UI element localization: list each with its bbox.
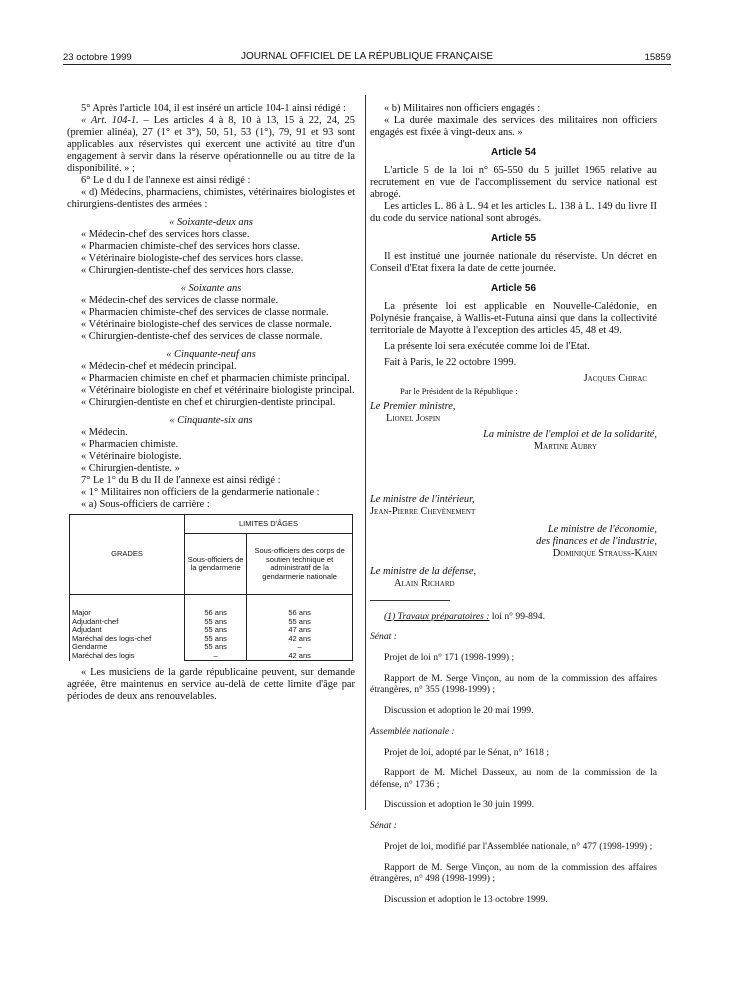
minister-title: Le ministre de l'économie, [547,524,657,535]
footnote-line: Rapport de M. Serge Vinçon, au nom de la commission des affaires étrangères, n° 498 (1998-1999) ; [370,861,657,884]
article-ref: « Art. 104-1. – [81,115,149,126]
minister-title: Le ministre de l'intérieur, [370,494,475,505]
signature-president: Jacques Chirac [583,373,647,384]
list-item: « Médecin-chef des services hors classe. [81,229,250,240]
section-title: « Soixante-deux ans [169,217,253,228]
paragraph: La présente loi sera exécutée comme loi de l'Etat. [384,341,590,352]
page-number: 15859 [644,52,671,63]
header-date: 23 octobre 1999 [63,52,132,63]
table-header-grades: GRADES [70,515,185,595]
table-cell-col2 [247,595,353,661]
age-value: 55 ans [204,616,227,626]
table-header-col2: Sous-officiers des corps de soutien technique et administratif de la gendarmerie nationale [247,534,353,595]
list-item: « Pharmacien chimiste-chef des services de classe normale. [81,307,329,318]
section-title: « Cinquante-neuf ans [166,349,256,360]
chamber-heading: Assemblée nationale : [370,725,455,737]
chamber-heading: Sénat : [370,631,397,643]
header-rule [63,64,671,65]
signatures-block [370,494,657,590]
minister-name: Martine Aubry [533,441,597,452]
grade-label: Maréchal des logis-chef [72,633,152,643]
column-divider [365,95,366,810]
list-item: « Médecin. [81,427,128,438]
age-value: 55 ans [204,633,227,643]
paragraph: Les articles L. 86 à L. 94 et les articles L. 138 à L. 149 du livre II du code du service national sont abrogés. [370,201,657,224]
table-header-col1: Sous-officiers de la gendarmerie [185,534,247,595]
minister-name: Lionel Jospin [386,413,441,424]
age-value: 56 ans [204,608,227,617]
right-column [370,103,657,453]
footnote-line: Rapport de M. Serge Vinçon, au nom de la commission des affaires étrangères, n° 355 (1998-1999) ; [370,672,657,696]
age-value: 56 ans [288,608,311,617]
grade-label: Gendarme [72,642,108,651]
age-value: 42 ans [288,633,311,643]
list-item: « Vétérinaire biologiste. [81,451,182,462]
grade-label: Maréchal des logis [72,650,135,660]
list-item: « Vétérinaire biologiste en chef et vétérinaire biologiste principal. [81,385,355,396]
footnote-line: Projet de loi, modifié par l'Assemblée nationale, n° 477 (1998-1999) ; [384,840,653,852]
article-heading: Article 56 [490,283,537,294]
footnote-rule [370,600,450,601]
chamber-heading: Sénat : [370,820,397,832]
paragraph: 5° Après l'article 104, il est inséré un article 104-1 ainsi rédigé : [81,103,346,114]
footnote-line: Rapport de M. Michel Dasseux, au nom de la commission de la défense, n° 1736 ; [370,767,657,790]
paragraph: Fait à Paris, le 22 octobre 1999. [384,357,517,368]
footnote-line: Projet de loi n° 171 (1998-1999) ; [384,652,515,664]
table-cell-col1 [185,595,247,661]
minister-title: des finances et de l'industrie, [536,536,657,547]
paragraph: « a) Sous-officiers de carrière : [81,499,210,510]
grade-label: Adjudant-chef [72,616,119,626]
section-title: « Cinquante-six ans [169,415,253,426]
minister-name: Jean-Pierre Chevènement [370,506,476,517]
grade-label: Adjudant [72,625,102,634]
minister-name: Dominique Strauss-Kahn [552,548,657,559]
paragraph: Il est institué une journée nationale du réserviste. Un décret en Conseil d'Etat fixera la date de cette journée. [370,251,657,274]
paragraph: « La durée maximale des services des militaires non officiers engagés est fixée à vingt-deux ans. » [370,115,657,138]
footnote-line: Discussion et adoption le 13 octobre 1999. [384,893,548,905]
list-item: « Pharmacien chimiste en chef et pharmacien chimiste principal. [81,373,350,384]
list-item: « Vétérinaire biologiste-chef des services de classe normale. [81,319,332,330]
age-value: 55 ans [204,625,227,634]
list-item: « Chirurgien-dentiste-chef des services hors classe. [81,265,294,276]
footnote-line: Discussion et adoption le 20 mai 1999. [384,704,534,716]
paragraph: 6° Le d du I de l'annexe est ainsi rédigé : [81,175,251,186]
age-value: 55 ans [204,642,227,651]
age-value: 55 ans [288,616,311,626]
minister-title: La ministre de l'emploi et de la solidarité, [483,429,657,440]
paragraph: « d) Médecins, pharmaciens, chimistes, vétérinaires biologistes et chirurgiens-dentistes des armées : [67,187,355,210]
article-heading: Article 55 [490,233,537,244]
paragraph [67,115,355,175]
footnote-intro [370,611,657,622]
list-item: « Vétérinaire biologiste-chef des services hors classe. [81,253,304,264]
age-value: 42 ans [288,650,311,660]
paragraph: L'article 5 de la loi n° 65-550 du 5 juillet 1965 relative au recrutement en vue de l'accomplissement du service national est abrogé. [370,165,657,200]
footnote-text: loi n° 99-894. [489,610,545,622]
paragraph: La présente loi est applicable en Nouvelle-Calédonie, en Polynésie française, à Wallis-et-Futuna ainsi que dans la collectivité territoriale de Mayotte à l'exception des articles 45, 48 et 49. [370,301,657,336]
list-item: « Chirurgien-dentiste en chef et chirurgien-dentiste principal. [81,397,336,408]
list-item: « Médecin-chef et médecin principal. [81,361,237,372]
age-value: 47 ans [288,625,311,634]
paragraph: « 1° Militaires non officiers de la gendarmerie nationale : [81,487,320,498]
paragraph-text: Les articles 4 à 8, 10 à 13, 15 à 22, 24, 25 (premier alinéa), 27 (1° et 3°), 50, 51, 53 (1°), 79, 91 et 93 sont applicables aux réservistes qui exercent une activité au titre d'un engagement à servir dans la réserve opérationnelle ou au titre de la disponibilité. » ; [67,115,355,174]
footnote-label: (1) Travaux préparatoires : [384,610,490,622]
table-row [70,595,353,661]
footnote-line: Discussion et adoption le 30 juin 1999. [384,799,535,811]
table-cell-grade [70,595,185,661]
table-header-limits: LIMITES D'ÂGES [185,515,353,534]
minister-title: Le ministre de la défense, [370,566,477,577]
paragraph: 7° Le 1° du B du II de l'annexe est ainsi rédigé : [81,475,281,486]
list-item: « Chirurgien-dentiste. » [81,463,180,474]
grade-label: Major [72,608,91,617]
list-item: « Médecin-chef des services de classe normale. [81,295,279,306]
age-value: – [297,642,302,651]
section-title: « Soixante ans [180,283,242,294]
list-item: « Chirurgien-dentiste-chef des services de classe normale. [81,331,323,342]
header-title: JOURNAL OFFICIEL DE LA RÉPUBLIQUE FRANÇAISE [240,51,494,62]
par-le-president: Par le Président de la République : [400,386,518,396]
age-value: – [213,650,218,660]
age-limits-table [69,514,353,661]
list-item: « Pharmacien chimiste-chef des services hors classe. [81,241,300,252]
minister-title: Le Premier ministre, [370,401,456,412]
paragraph: « b) Militaires non officiers engagés : [384,103,541,114]
article-heading: Article 54 [490,147,537,158]
minister-name: Alain Richard [394,578,455,589]
footnotes [370,600,657,915]
footnote-line: Projet de loi, adopté par le Sénat, n° 1618 ; [384,746,550,758]
left-column [67,103,355,703]
list-item: « Pharmacien chimiste. [81,439,179,450]
paragraph: « Les musiciens de la garde républicaine peuvent, sur demande agréée, être maintenus en service au-delà de cette limite d'âge par périodes de deux ans renouvelables. [67,667,355,702]
